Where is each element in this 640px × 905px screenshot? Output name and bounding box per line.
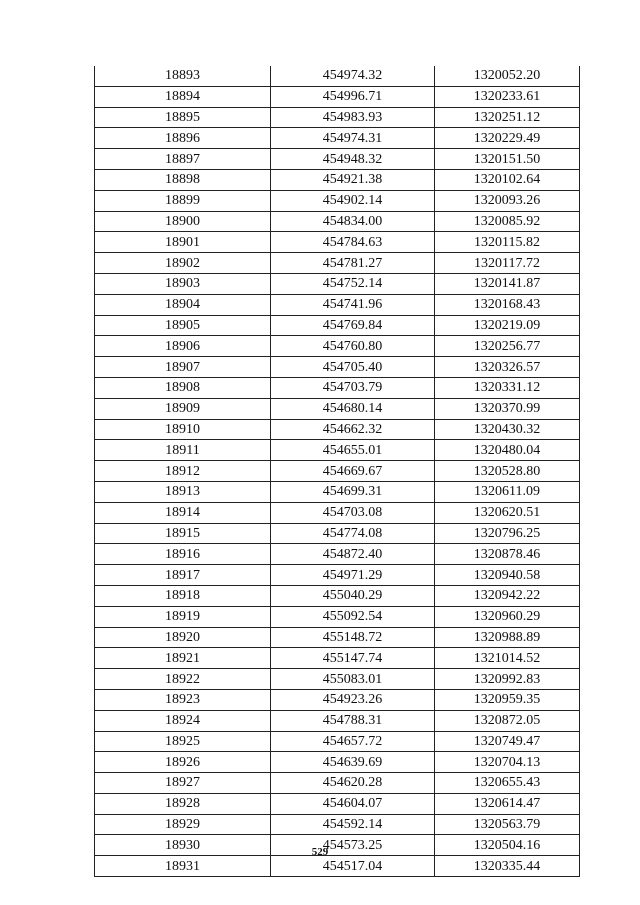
table-row <box>95 523 580 544</box>
point-id-cell: 18927 <box>95 773 271 794</box>
point-id-cell: 18893 <box>95 66 271 86</box>
table-row <box>95 232 580 253</box>
point-id-cell: 18920 <box>95 627 271 648</box>
y-coordinate-cell: 1320528.80 <box>435 461 580 482</box>
y-coordinate-cell: 1321014.52 <box>435 648 580 669</box>
x-coordinate-cell: 455147.74 <box>271 648 435 669</box>
y-coordinate-cell: 1320878.46 <box>435 544 580 565</box>
point-id-cell: 18912 <box>95 461 271 482</box>
y-coordinate-cell: 1320335.44 <box>435 856 580 877</box>
y-coordinate-cell: 1320655.43 <box>435 773 580 794</box>
x-coordinate-cell: 454604.07 <box>271 793 435 814</box>
x-coordinate-cell: 454741.96 <box>271 294 435 315</box>
y-coordinate-cell: 1320256.77 <box>435 336 580 357</box>
table-row <box>95 86 580 107</box>
table-row <box>95 294 580 315</box>
y-coordinate-cell: 1320940.58 <box>435 565 580 586</box>
x-coordinate-cell: 454705.40 <box>271 357 435 378</box>
table-row <box>95 440 580 461</box>
y-coordinate-cell: 1320611.09 <box>435 481 580 502</box>
x-coordinate-cell: 454517.04 <box>271 856 435 877</box>
table-row <box>95 419 580 440</box>
point-id-cell: 18928 <box>95 793 271 814</box>
y-coordinate-cell: 1320115.82 <box>435 232 580 253</box>
point-id-cell: 18916 <box>95 544 271 565</box>
table-row <box>95 377 580 398</box>
point-id-cell: 18906 <box>95 336 271 357</box>
point-id-cell: 18895 <box>95 107 271 128</box>
y-coordinate-cell: 1320117.72 <box>435 253 580 274</box>
y-coordinate-cell: 1320052.20 <box>435 66 580 86</box>
table-row <box>95 169 580 190</box>
table-row <box>95 689 580 710</box>
point-id-cell: 18918 <box>95 585 271 606</box>
table-row <box>95 502 580 523</box>
x-coordinate-cell: 454834.00 <box>271 211 435 232</box>
y-coordinate-cell: 1320151.50 <box>435 149 580 170</box>
point-id-cell: 18903 <box>95 273 271 294</box>
y-coordinate-cell: 1320563.79 <box>435 814 580 835</box>
point-id-cell: 18926 <box>95 752 271 773</box>
point-id-cell: 18915 <box>95 523 271 544</box>
y-coordinate-cell: 1320233.61 <box>435 86 580 107</box>
y-coordinate-cell: 1320370.99 <box>435 398 580 419</box>
x-coordinate-cell: 454669.67 <box>271 461 435 482</box>
y-coordinate-cell: 1320872.05 <box>435 710 580 731</box>
x-coordinate-cell: 454573.25 <box>271 835 435 856</box>
table-row <box>95 565 580 586</box>
point-id-cell: 18894 <box>95 86 271 107</box>
point-id-cell: 18925 <box>95 731 271 752</box>
x-coordinate-cell: 454703.79 <box>271 377 435 398</box>
table-row <box>95 128 580 149</box>
point-id-cell: 18923 <box>95 689 271 710</box>
x-coordinate-cell: 454781.27 <box>271 253 435 274</box>
point-id-cell: 18904 <box>95 294 271 315</box>
table-row <box>95 481 580 502</box>
table-row <box>95 731 580 752</box>
table-row <box>95 627 580 648</box>
point-id-cell: 18900 <box>95 211 271 232</box>
y-coordinate-cell: 1320093.26 <box>435 190 580 211</box>
point-id-cell: 18930 <box>95 835 271 856</box>
table-row <box>95 710 580 731</box>
table-row <box>95 107 580 128</box>
table-row <box>95 544 580 565</box>
x-coordinate-cell: 455148.72 <box>271 627 435 648</box>
y-coordinate-cell: 1320704.13 <box>435 752 580 773</box>
point-id-cell: 18898 <box>95 169 271 190</box>
x-coordinate-cell: 454620.28 <box>271 773 435 794</box>
y-coordinate-cell: 1320229.49 <box>435 128 580 149</box>
table-row <box>95 752 580 773</box>
table-row <box>95 669 580 690</box>
x-coordinate-cell: 454699.31 <box>271 481 435 502</box>
table-row <box>95 273 580 294</box>
x-coordinate-cell: 454788.31 <box>271 710 435 731</box>
point-id-cell: 18922 <box>95 669 271 690</box>
x-coordinate-cell: 454680.14 <box>271 398 435 419</box>
point-id-cell: 18899 <box>95 190 271 211</box>
x-coordinate-cell: 454948.32 <box>271 149 435 170</box>
table-row <box>95 398 580 419</box>
table-row <box>95 814 580 835</box>
table-row <box>95 585 580 606</box>
x-coordinate-cell: 454902.14 <box>271 190 435 211</box>
coordinate-table-body <box>95 66 580 877</box>
y-coordinate-cell: 1320749.47 <box>435 731 580 752</box>
point-id-cell: 18911 <box>95 440 271 461</box>
table-row <box>95 211 580 232</box>
y-coordinate-cell: 1320959.35 <box>435 689 580 710</box>
y-coordinate-cell: 1320430.32 <box>435 419 580 440</box>
point-id-cell: 18901 <box>95 232 271 253</box>
table-row <box>95 773 580 794</box>
y-coordinate-cell: 1320251.12 <box>435 107 580 128</box>
point-id-cell: 18917 <box>95 565 271 586</box>
point-id-cell: 18921 <box>95 648 271 669</box>
point-id-cell: 18910 <box>95 419 271 440</box>
y-coordinate-cell: 1320326.57 <box>435 357 580 378</box>
table-row <box>95 253 580 274</box>
table-row <box>95 856 580 877</box>
x-coordinate-cell: 454639.69 <box>271 752 435 773</box>
x-coordinate-cell: 454983.93 <box>271 107 435 128</box>
x-coordinate-cell: 454752.14 <box>271 273 435 294</box>
x-coordinate-cell: 454784.63 <box>271 232 435 253</box>
y-coordinate-cell: 1320620.51 <box>435 502 580 523</box>
y-coordinate-cell: 1320168.43 <box>435 294 580 315</box>
x-coordinate-cell: 455092.54 <box>271 606 435 627</box>
x-coordinate-cell: 454592.14 <box>271 814 435 835</box>
table-row <box>95 793 580 814</box>
table-row <box>95 66 580 86</box>
point-id-cell: 18907 <box>95 357 271 378</box>
x-coordinate-cell: 454662.32 <box>271 419 435 440</box>
y-coordinate-cell: 1320988.89 <box>435 627 580 648</box>
y-coordinate-cell: 1320992.83 <box>435 669 580 690</box>
table-row <box>95 315 580 336</box>
point-id-cell: 18909 <box>95 398 271 419</box>
y-coordinate-cell: 1320796.25 <box>435 523 580 544</box>
point-id-cell: 18905 <box>95 315 271 336</box>
page-number: 529 <box>311 846 329 858</box>
point-id-cell: 18897 <box>95 149 271 170</box>
y-coordinate-cell: 1320219.09 <box>435 315 580 336</box>
x-coordinate-cell: 454760.80 <box>271 336 435 357</box>
y-coordinate-cell: 1320141.87 <box>435 273 580 294</box>
y-coordinate-cell: 1320480.04 <box>435 440 580 461</box>
x-coordinate-cell: 454655.01 <box>271 440 435 461</box>
y-coordinate-cell: 1320102.64 <box>435 169 580 190</box>
table-row <box>95 336 580 357</box>
x-coordinate-cell: 454657.72 <box>271 731 435 752</box>
point-id-cell: 18908 <box>95 377 271 398</box>
point-id-cell: 18914 <box>95 502 271 523</box>
point-id-cell: 18924 <box>95 710 271 731</box>
point-id-cell: 18929 <box>95 814 271 835</box>
x-coordinate-cell: 454703.08 <box>271 502 435 523</box>
x-coordinate-cell: 454971.29 <box>271 565 435 586</box>
table-row <box>95 461 580 482</box>
y-coordinate-cell: 1320614.47 <box>435 793 580 814</box>
point-id-cell: 18931 <box>95 856 271 877</box>
x-coordinate-cell: 454769.84 <box>271 315 435 336</box>
x-coordinate-cell: 454996.71 <box>271 86 435 107</box>
table-row <box>95 149 580 170</box>
x-coordinate-cell: 455040.29 <box>271 585 435 606</box>
point-id-cell: 18913 <box>95 481 271 502</box>
y-coordinate-cell: 1320942.22 <box>435 585 580 606</box>
table-row <box>95 648 580 669</box>
x-coordinate-cell: 454774.08 <box>271 523 435 544</box>
x-coordinate-cell: 454872.40 <box>271 544 435 565</box>
x-coordinate-cell: 454923.26 <box>271 689 435 710</box>
table-row <box>95 606 580 627</box>
point-id-cell: 18902 <box>95 253 271 274</box>
y-coordinate-cell: 1320085.92 <box>435 211 580 232</box>
table-row <box>95 357 580 378</box>
table-row <box>95 190 580 211</box>
coordinate-table <box>94 66 580 877</box>
point-id-cell: 18919 <box>95 606 271 627</box>
x-coordinate-cell: 454974.31 <box>271 128 435 149</box>
point-id-cell: 18896 <box>95 128 271 149</box>
x-coordinate-cell: 455083.01 <box>271 669 435 690</box>
y-coordinate-cell: 1320331.12 <box>435 377 580 398</box>
y-coordinate-cell: 1320960.29 <box>435 606 580 627</box>
y-coordinate-cell: 1320504.16 <box>435 835 580 856</box>
x-coordinate-cell: 454921.38 <box>271 169 435 190</box>
x-coordinate-cell: 454974.32 <box>271 66 435 86</box>
